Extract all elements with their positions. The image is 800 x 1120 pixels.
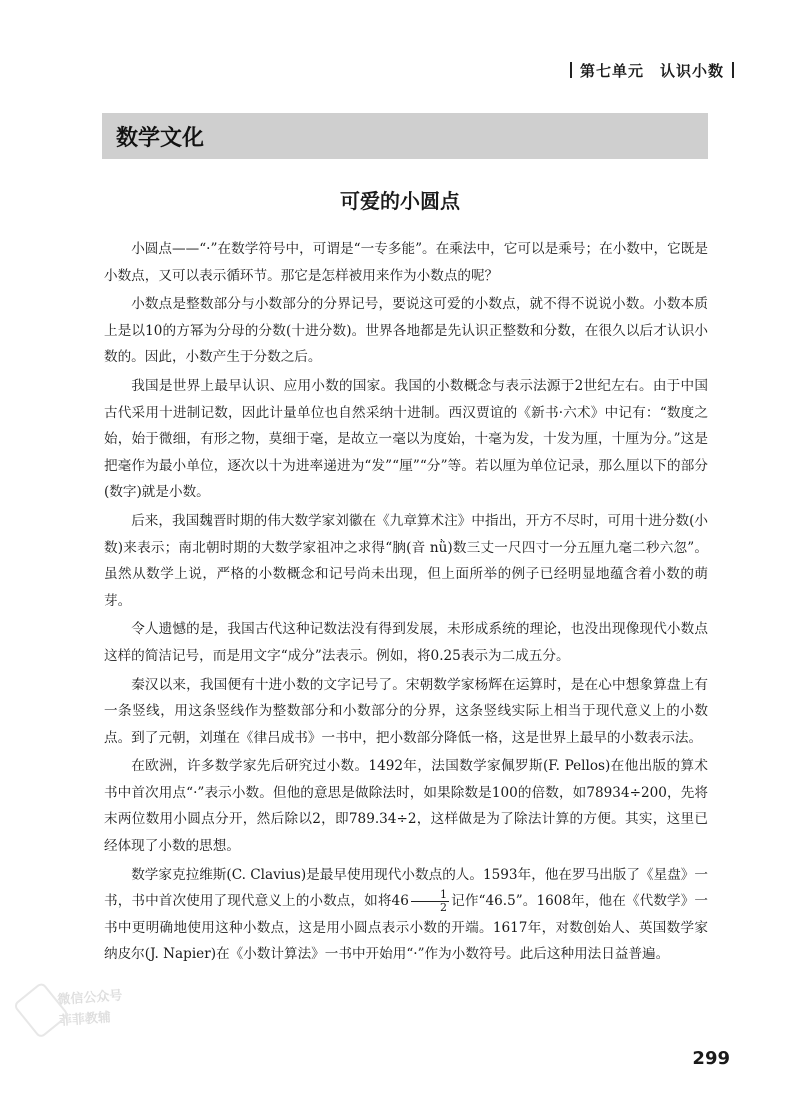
watermark-line-1: 微信公众号 [56,988,123,1009]
fraction-numerator: 1 [411,889,449,902]
header-divider-right [732,62,734,78]
paragraph: 我国是世界上最早认识、应用小数的国家。我国的小数概念与表示法源于2世纪左右。由于中国古代采用十进制记数，因此计量单位也自然采纳十进制。西汉贾谊的《新书·六术》中记有：“数度之始，始于微细，有形之物，莫细于毫，是故立一毫以为度始，十毫为发，十发为厘，十厘为分。”这是把毫作为最小单位，逐次以十为进率递进为“发”“厘”“分”等。若以厘为单位记录，那么厘以下的部分(数字)就是小数。 [104,377,708,501]
article-body [104,236,708,970]
watermark-line-2: 菲菲教辅 [58,1010,112,1029]
section-banner [102,113,708,159]
article-title: 可爱的小圆点 [340,189,460,213]
page-number: 299 [692,1048,730,1069]
fraction-denominator: 2 [440,901,448,915]
paragraph: 后来，我国魏晋时期的伟大数学家刘徽在《九章算术注》中指出，开方不尽时，可用十进分数(小数)来表示；南北朝时期的大数学家祖冲之求得“朒(音 nǜ)数三丈一尺四寸一分五厘九毫二秒六忽”。虽然从数学上说，严格的小数概念和记号尚未出现，但上面所举的例子已经明显地蕴含着小数的萌芽。 [104,512,708,609]
paragraph: 小圆点——“·”在数学符号中，可谓是“一专多能”。在乘法中，它可以是乘号；在小数中，它既是小数点，又可以表示循环节。那它是怎样被用来作为小数点的呢？ [104,241,708,284]
paragraph-last [104,862,708,968]
watermark [21,983,125,1032]
paragraph-text-after: 记作“46.5”。1608年，他在《代数学》一书中更明确地使用这种小数点，这是用小圆点表示小数的开端。1617年，对数创始人、英国数学家纳皮尔(J. Napier)在《小数计算法》一书中开始用“·”作为小数符号。此后这种用法日益普遍。 [104,893,708,963]
paragraph-text-before: 数学家克拉维斯(C. Clavius)是最早使用现代小数点的人。1593年，他在罗马出版了《星盘》一书，书中首次使用了现代意义上的小数点，如将46 [104,866,708,910]
paragraph: 令人遗憾的是，我国古代这种记数法没有得到发展，未形成系统的理论，也没出现像现代小数点这样的简洁记号，而是用文字“成分”法表示。例如，将0.25表示为二成五分。 [104,621,708,664]
paragraph: 小数点是整数部分与小数部分的分界记号，要说这可爱的小数点，就不得不说说小数。小数本质上是以10的方幂为分母的分数(十进分数)。世界各地都是先认识正整数和分数，在很久以后才认识小数的。因此，小数产生于分数之后。 [104,296,708,366]
unit-header [562,60,742,81]
header-divider-left [570,62,572,78]
section-title: 数学文化 [116,126,205,151]
unit-title: 第七单元 认识小数 [579,62,724,80]
paragraph: 秦汉以来，我国便有十进小数的文字记号了。宋朝数学家杨辉在运算时，是在心中想象算盘上有一条竖线，用这条竖线作为整数部分和小数部分的分界，这条竖线实际上相当于现代意义上的小数点。到了元朝，刘瑾在《律吕成书》一书中，把小数部分降低一格，这是世界上最早的小数表示法。 [104,676,708,746]
paragraph: 在欧洲，许多数学家先后研究过小数。1492年，法国数学家佩罗斯(F. Pellos)在他出版的算术书中首次用点“·”表示小数。但他的意思是做除法时，如果除数是100的倍数，如78934÷200，先将末两位数用小圆点分开，然后除以2，即789.34÷2，这样做是为了除法计算的方便。其实，这里已经体现了小数的思想。 [104,758,708,855]
fraction-one-half [411,889,449,914]
